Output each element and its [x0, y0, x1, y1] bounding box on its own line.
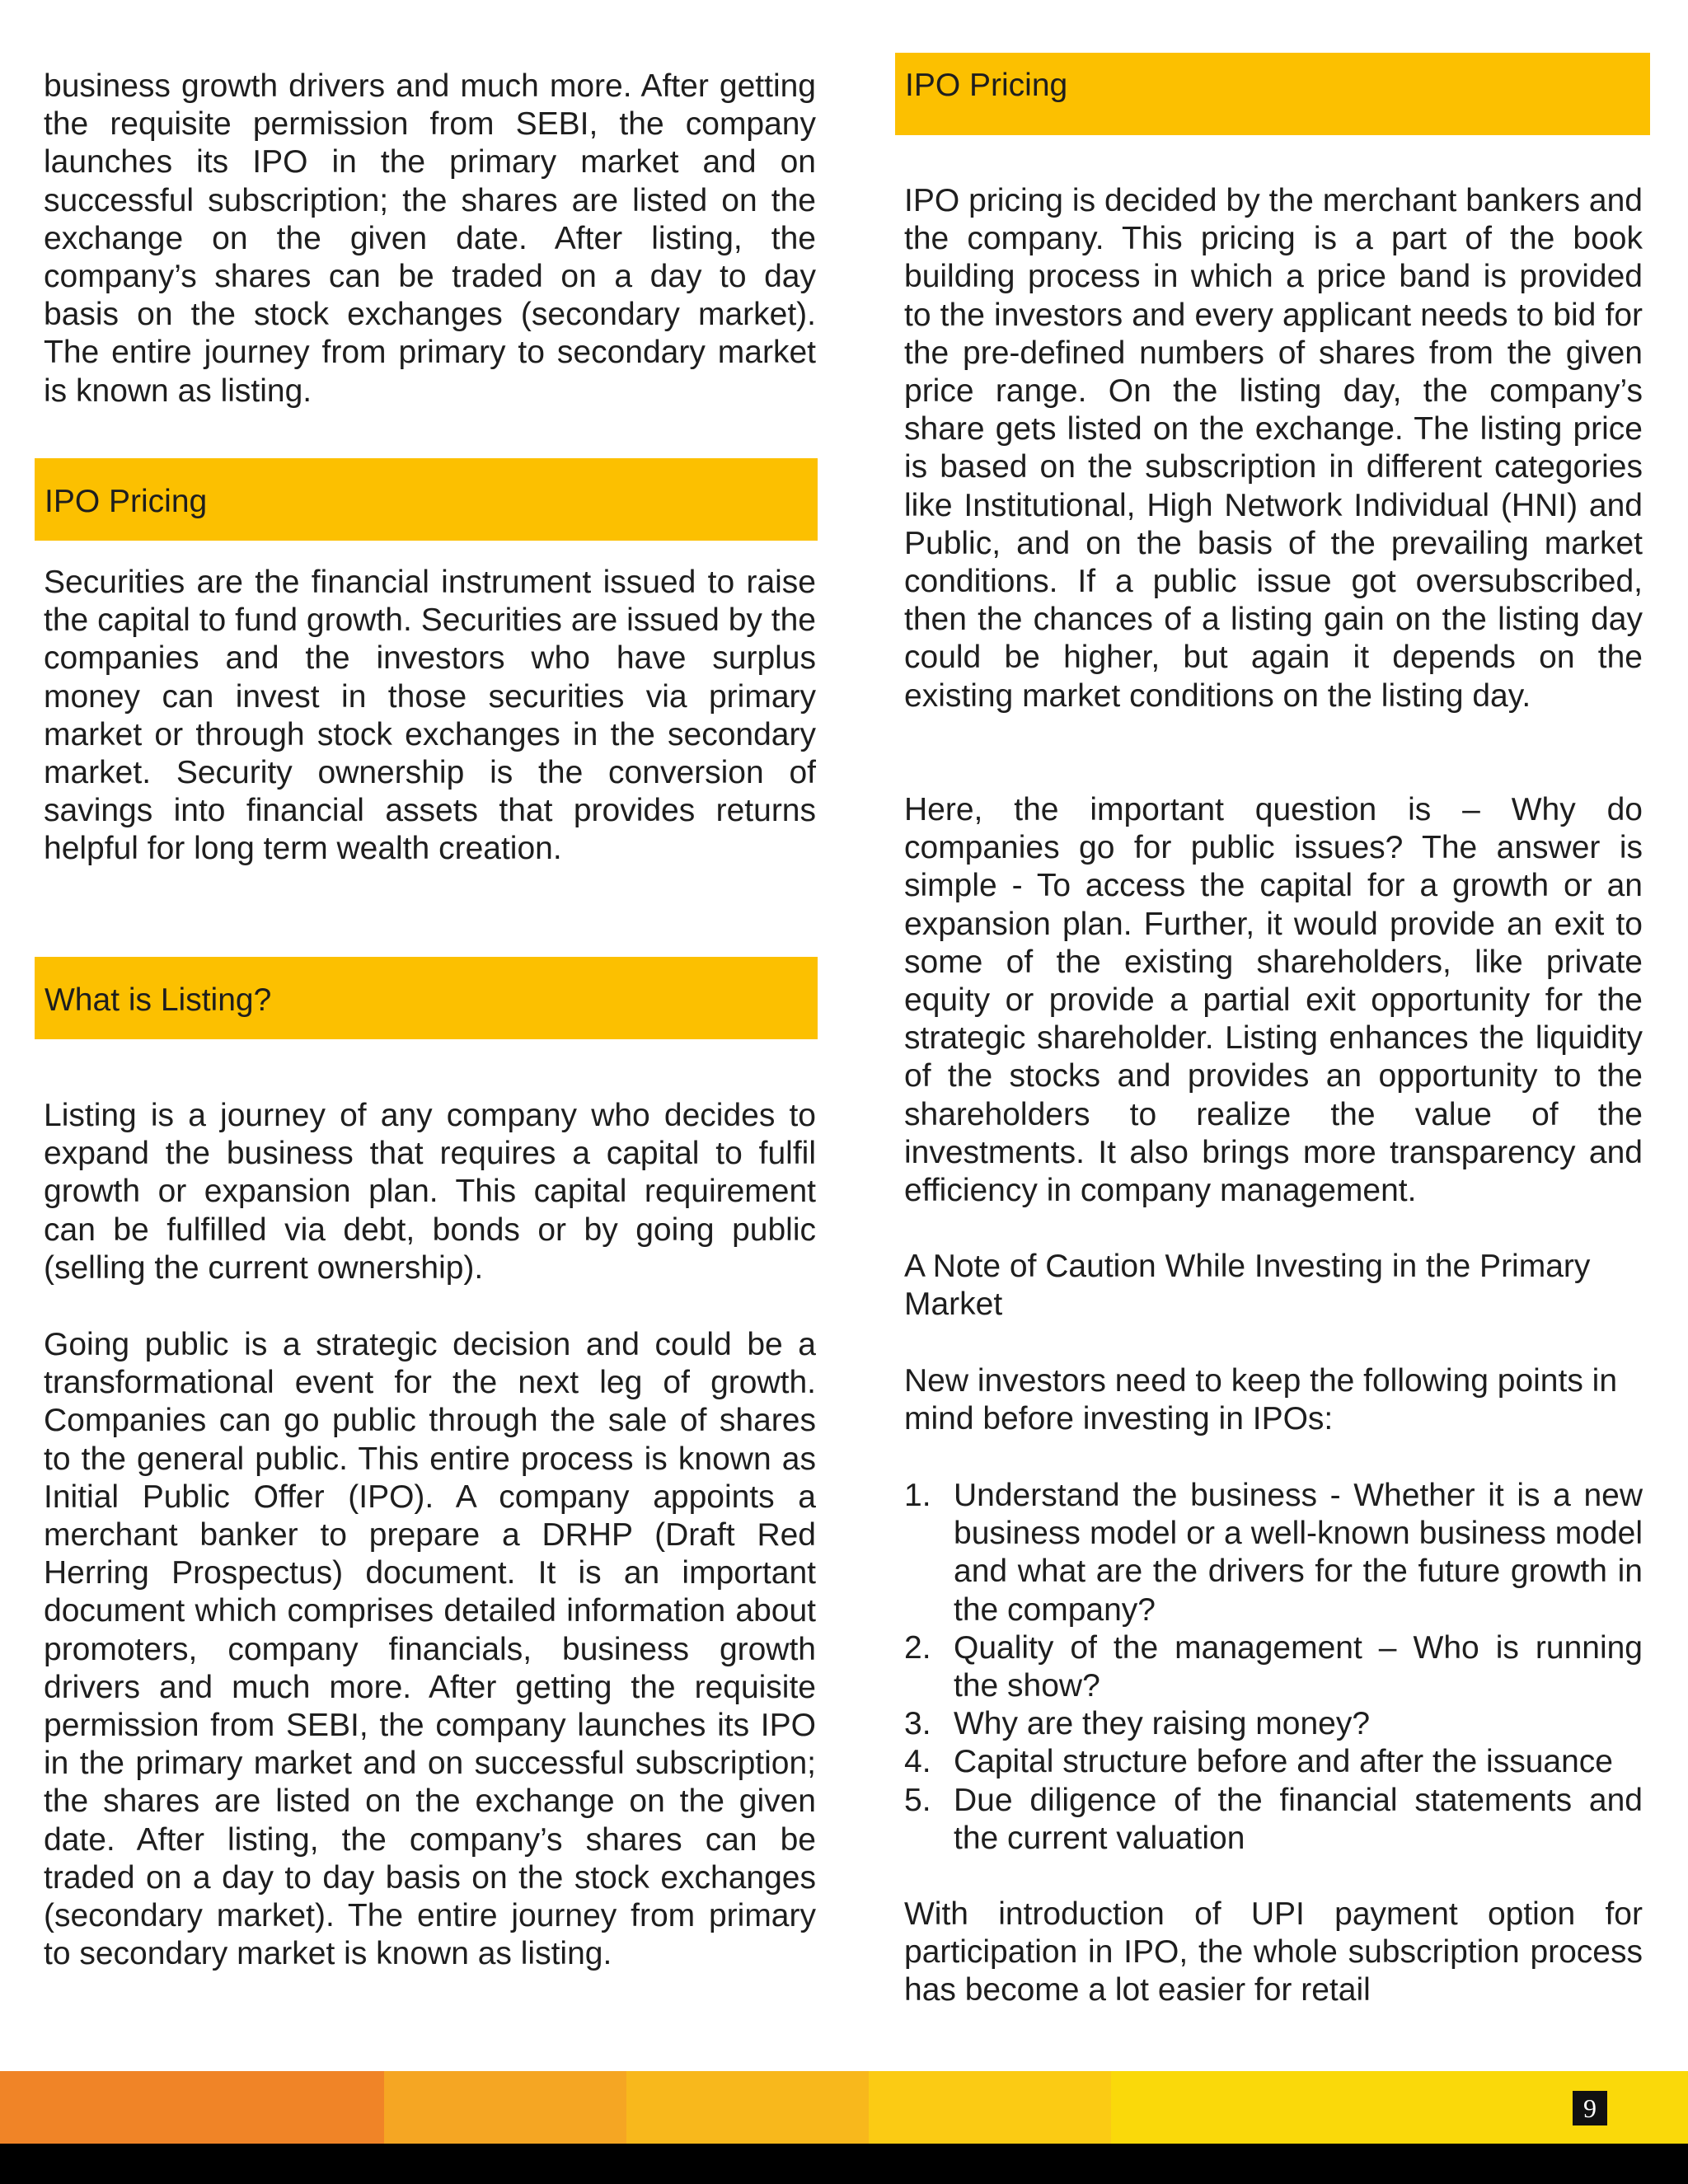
- section-heading-what-is-listing: [35, 957, 818, 1039]
- heading-text: IPO Pricing: [45, 484, 208, 519]
- section-heading-ipo-pricing-right: [895, 53, 1650, 135]
- list-item: 5. Due diligence of the financial statements and the current valuation: [904, 1782, 1643, 1856]
- footer-color-segment: [384, 2071, 626, 2144]
- heading-text: What is Listing?: [45, 982, 272, 1018]
- footer-black-bar: [0, 2144, 1688, 2184]
- right-paragraph-3: A Note of Caution While Investing in the Primary Market: [904, 1249, 1591, 1323]
- list-item: 1. Understand the business - Whether it is a new business model or a well-known business model and what are the drivers for the future growth in the company?: [904, 1478, 1643, 1628]
- left-paragraph-2: Securities are the financial instrument issued to raise the capital to fund growth. Securities are issued by the companies and the investors who have surplus money can invest in those securities via primary market or through stock exchanges in the secondary market. Security ownership is the conversion of savings into financial assets that provides returns helpful for long term wealth creation.: [44, 565, 816, 867]
- right-paragraph-5: With introduction of UPI payment option for participation in IPO, the whole subscription process has become a lot easier for retail: [904, 1896, 1643, 2008]
- list-item: 2. Quality of the management – Who is running the show?: [904, 1629, 1643, 1704]
- heading-text: IPO Pricing: [905, 68, 1068, 103]
- list-item: 3. Why are they raising money?: [904, 1706, 1371, 1742]
- page-number: 9: [1573, 2091, 1607, 2125]
- footer-color-segment: [0, 2071, 384, 2144]
- caution-list: [904, 1477, 1643, 1858]
- left-paragraph-1: business growth drivers and much more. After getting the requisite permission from SEBI, the company launches its IPO in the primary market and on successful subscription; the shares are listed on the exchange on the given date. After listing, the company’s shares can be traded on a day to day basis on the stock exchanges (secondary market). The entire journey from primary to secondary market is known as listing.: [44, 68, 816, 409]
- section-heading-ipo-pricing-left: [35, 458, 818, 541]
- list-item: 4. Capital structure before and after the issuance: [904, 1744, 1613, 1780]
- left-paragraph-4: Going public is a strategic decision and could be a transformational event for the next leg of growth. Companies can go public through the sale of shares to the general public. This entire process is known as Initial Public Offer (IPO). A company appoints a merchant banker to prepare a DRHP (Draft Red Herring Prospectus) document. It is an important document which comprises detailed information about promoters, company financials, business growth drivers and much more. After getting the requisite permission from SEBI, the company launches its IPO in the primary market and on successful subscription; the shares are listed on the exchange on the given date. After listing, the company’s shares can be traded on a day to day basis on the stock exchanges (secondary market). The entire journey from primary to secondary market is known as listing.: [44, 1327, 816, 1972]
- footer-color-segment: [626, 2071, 869, 2144]
- right-paragraph-2: Here, the important question is – Why do companies go for public issues? The answer is simple - To access the capital for a growth or an expansion plan. Further, it would provide an exit to some of the existing shareholders, like private equity or provide a partial exit opportunity for the strategic shareholder. Listing enhances the liquidity of the stocks and provides an opportunity to the shareholders to realize the value of the investments. It also brings more transparency and efficiency in company management.: [904, 792, 1643, 1209]
- footer-color-segment: [869, 2071, 1111, 2144]
- left-paragraph-3: Listing is a journey of any company who decides to expand the business that requires a capital to fulfil growth or expansion plan. This capital requirement can be fulfilled via debt, bonds or by going public (selling the current ownership).: [44, 1098, 816, 1286]
- page-footer: [0, 2071, 1688, 2184]
- right-paragraph-1: IPO pricing is decided by the merchant bankers and the company. This pricing is a part of the book building process in which a price band is provided to the investors and every applicant needs to bid for the pre-defined numbers of shares from the given price range. On the listing day, the company’s share gets listed on the exchange. The listing price is based on the subscription in different categories like Institutional, High Network Individual (HNI) and Public, and on the basis of the prevailing market conditions. If a public issue got oversubscribed, then the chances of a listing gain on the listing day could be higher, but again it depends on the existing market conditions on the listing day.: [904, 183, 1643, 714]
- right-paragraph-4: New investors need to keep the following points in mind before investing in IPOs:: [904, 1363, 1618, 1437]
